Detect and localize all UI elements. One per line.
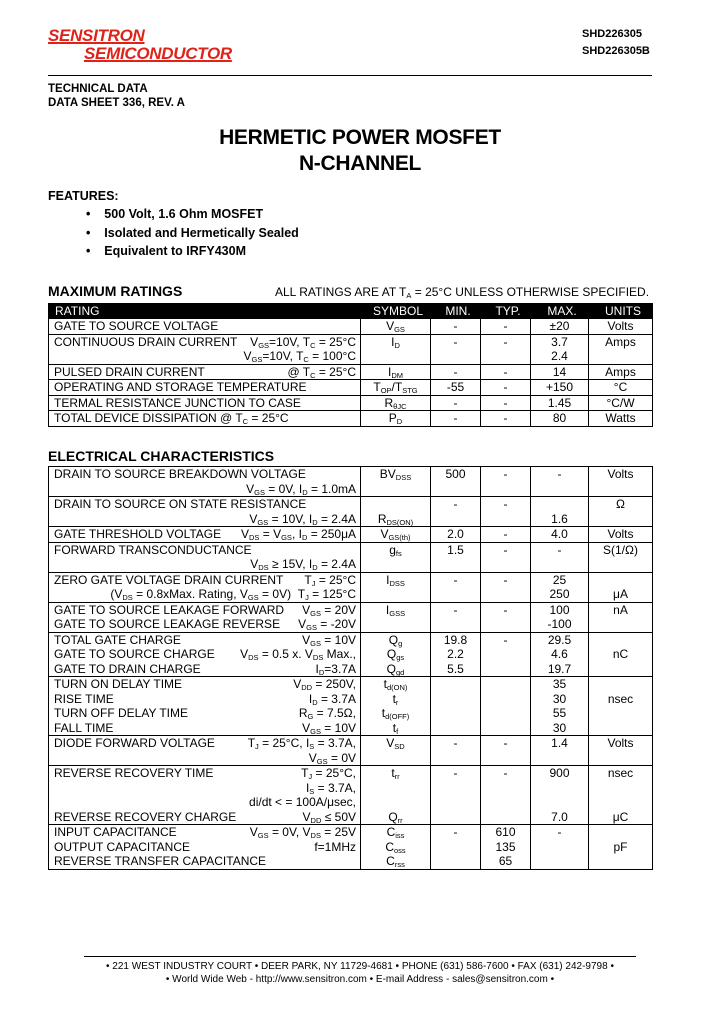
note-sub: A [406, 291, 412, 300]
page-title: HERMETIC POWER MOSFET [219, 126, 501, 149]
symbol: $V_{GS}$ [361, 319, 431, 335]
footer-rule [84, 956, 636, 957]
symbol: $Q_g$ $Q_{gs}$ $Q_{gd}$ [361, 632, 431, 677]
max-ratings-table [48, 303, 653, 427]
typ: - [481, 334, 531, 364]
symbol: $t_{rr}$ $Q_{rr}$ [361, 766, 431, 825]
table-row [49, 319, 653, 335]
rating-name: OPERATING AND STORAGE TEMPERATURE [49, 380, 361, 396]
units: Amps [589, 334, 653, 364]
units: S(1/Ω) [589, 542, 653, 572]
note-rest: = 25°C UNLESS OTHERWISE SPECIFIED. [411, 285, 650, 299]
parameter: DIODE FORWARD VOLTAGE $T_J = 25^\circ C$, $I_S = 3.7A$, $V_{GS} = 0V$ [49, 736, 361, 766]
units: °C/W [589, 395, 653, 411]
col-max: MAX. [531, 304, 589, 319]
col-rating: RATING [49, 304, 361, 319]
max: ±20 [531, 319, 589, 335]
max: 4.0 [531, 527, 589, 543]
typ [481, 677, 531, 736]
max: 29.5 4.6 19.7 [531, 632, 589, 677]
parameter: INPUT CAPACITANCE $V_{GS} = 0V$, $V_{DS} = 25V$ OUTPUT CAPACITANCE f=1MHz REVERSE TRANSFER CAPACITANCE [49, 825, 361, 870]
min [431, 677, 481, 736]
rating-name: TERMAL RESISTANCE JUNCTION TO CASE [49, 395, 361, 411]
symbol: $R_{\theta JC}$ [361, 395, 431, 411]
max: 14 [531, 364, 589, 380]
symbol: $C_{iss}$ $C_{oss}$ $C_{rss}$ [361, 825, 431, 870]
parameter: TURN ON DELAY TIME $V_{DD} = 250V$, RISE TIME $I_D = 3.7A$ TURN OFF DELAY TIME $R_G = 7.5\Omega$, FALL TIME $V_{GS} = 10V$ [49, 677, 361, 736]
typ: - [481, 497, 531, 527]
max: 35 30 55 30 [531, 677, 589, 736]
col-min: MIN. [431, 304, 481, 319]
table-row [49, 334, 653, 364]
table-row [49, 395, 653, 411]
min: - [431, 334, 481, 364]
parameter: TOTAL GATE CHARGE $V_{GS} = 10V$ GATE TO SOURCE CHARGE $V_{DS} = 0.5$ x. $V_{DS}$ Max., GATE TO DRAIN CHARGE $I_D=3.7A$ [49, 632, 361, 677]
company-name-line2: SEMICONDUCTOR [84, 44, 232, 63]
company-name-line1: SENSITRON [48, 26, 145, 45]
units: Amps [589, 364, 653, 380]
feature-text: Equivalent to IRFY430M [104, 244, 246, 258]
note-text: ALL RATINGS ARE AT T [275, 285, 407, 299]
symbol: $R_{DS(ON)}$ [361, 497, 431, 527]
page-subtitle: N-CHANNEL [298, 152, 422, 175]
min: -55 [431, 380, 481, 396]
header-rule [48, 75, 652, 76]
typ: - [481, 364, 531, 380]
electrical-table [48, 466, 653, 870]
rating-name: CONTINUOUS DRAIN CURRENT $V_{GS}=10V$, $T_C = 25^\circ C$ $V_{GS}=10V$, $T_C = 100^\circ C$ [49, 334, 361, 364]
company-logo [48, 26, 232, 64]
max: - [531, 467, 589, 497]
max: - [531, 542, 589, 572]
symbol: $T_{OP}/T_{STG}$ [361, 380, 431, 396]
part-number-1: SHD226305 [582, 28, 642, 40]
footer-address: • 221 WEST INDUSTRY COURT • DEER PARK, NY 11729-4681 • PHONE (631) 586-7600 • FAX (631) 242-9798 • [106, 961, 614, 972]
units: pF [589, 825, 653, 870]
bullet: • [86, 207, 91, 221]
typ: - [481, 527, 531, 543]
table-row [49, 364, 653, 380]
symbol: $g_{fs}$ [361, 542, 431, 572]
min: - [431, 602, 481, 632]
col-symbol: SYMBOL [361, 304, 431, 319]
max: 25 250 [531, 572, 589, 602]
doc-ref: DATA SHEET 336, REV. A [48, 97, 185, 109]
table-row [49, 677, 653, 736]
max: 3.7 2.4 [531, 334, 589, 364]
feature-text: Isolated and Hermetically Sealed [104, 226, 299, 240]
units: nA [589, 602, 653, 632]
max: 80 [531, 411, 589, 427]
symbol: $I_{DSS}$ [361, 572, 431, 602]
parameter: FORWARD TRANSCONDUCTANCE $V_{DS} \ge 15V$, $I_D = 2.4A$ [49, 542, 361, 572]
table-header-row [49, 304, 653, 319]
feature-item [86, 207, 263, 221]
typ: - [481, 467, 531, 497]
parameter: DRAIN TO SOURCE BREAKDOWN VOLTAGE $V_{GS} = 0V$, $I_D = 1.0mA$ [49, 467, 361, 497]
typ: - [481, 602, 531, 632]
units: nC [589, 632, 653, 677]
doc-type: TECHNICAL DATA [48, 83, 148, 95]
table-row [49, 497, 653, 527]
min: - [431, 825, 481, 870]
units: μA [589, 572, 653, 602]
min: - [431, 395, 481, 411]
parameter: REVERSE RECOVERY TIME $T_J = 25^\circ C$, $I_S = 3.7A$, di/dt < = 100A/μsec, REVERSE RECOVERY CHARGE $V_{DD} \le 50V$ [49, 766, 361, 825]
electrical-heading: ELECTRICAL CHARACTERISTICS [48, 448, 275, 464]
parameter: DRAIN TO SOURCE ON STATE RESISTANCE $V_{GS} = 10V$, $I_D = 2.4A$ [49, 497, 361, 527]
units: Volts [589, 527, 653, 543]
typ: - [481, 736, 531, 766]
max: 900 7.0 [531, 766, 589, 825]
symbol: $t_{d(ON)}$ $t_r$ $t_{d(OFF)}$ $t_f$ [361, 677, 431, 736]
rating-name: PULSED DRAIN CURRENT @ $T_C = 25^\circ C$ [49, 364, 361, 380]
typ: - [481, 411, 531, 427]
units: nsec μC [589, 766, 653, 825]
symbol: $I_{DM}$ [361, 364, 431, 380]
units: Volts [589, 736, 653, 766]
parameter: GATE THRESHOLD VOLTAGE $V_{DS} = V_{GS}$, $I_D = 250\mu A$ [49, 527, 361, 543]
units: nsec [589, 677, 653, 736]
symbol: $V_{GS(th)}$ [361, 527, 431, 543]
table-row [49, 632, 653, 677]
max: 100 -100 [531, 602, 589, 632]
units: °C [589, 380, 653, 396]
table-row [49, 825, 653, 870]
typ: 610 135 65 [481, 825, 531, 870]
table-row [49, 527, 653, 543]
min: - [431, 411, 481, 427]
part-number-2: SHD226305B [582, 45, 650, 57]
max: 1.45 [531, 395, 589, 411]
units: Volts [589, 467, 653, 497]
min: 19.8 2.2 5.5 [431, 632, 481, 677]
units: Watts [589, 411, 653, 427]
min: - [431, 497, 481, 527]
table-row [49, 602, 653, 632]
min: 500 [431, 467, 481, 497]
table-row [49, 766, 653, 825]
table-row [49, 542, 653, 572]
col-typ: TYP. [481, 304, 531, 319]
bullet: • [86, 226, 91, 240]
table-row [49, 736, 653, 766]
rating-name: TOTAL DEVICE DISSIPATION @ $T_C = 25^\circ C$ [49, 411, 361, 427]
typ: - [481, 632, 531, 677]
typ: - [481, 766, 531, 825]
symbol: $V_{SD}$ [361, 736, 431, 766]
min: - [431, 572, 481, 602]
symbol: $BV_{DSS}$ [361, 467, 431, 497]
max: - [531, 825, 589, 870]
min: - [431, 364, 481, 380]
max-ratings-note [275, 285, 649, 299]
min: 1.5 [431, 542, 481, 572]
max-ratings-heading: MAXIMUM RATINGS [48, 283, 183, 299]
min: - [431, 319, 481, 335]
feature-item [86, 244, 246, 258]
typ: - [481, 380, 531, 396]
max: 1.4 [531, 736, 589, 766]
typ: - [481, 395, 531, 411]
max: 1.6 [531, 497, 589, 527]
footer-web: • World Wide Web - http://www.sensitron.com • E-mail Address - sales@sensitron.com • [165, 974, 555, 985]
table-row [49, 411, 653, 427]
parameter: GATE TO SOURCE LEAKAGE FORWARD $V_{GS} = 20V$ GATE TO SOURCE LEAKAGE REVERSE $V_{GS} = -20V$ [49, 602, 361, 632]
parameter: ZERO GATE VOLTAGE DRAIN CURRENT $T_J = 25^\circ C$ ($V_{DS}$ = 0.8xMax. Rating, $V_{GS} = 0V$) $T_J = 125^\circ C$ [49, 572, 361, 602]
rating-name: GATE TO SOURCE VOLTAGE [49, 319, 361, 335]
table-row [49, 572, 653, 602]
features-heading: FEATURES: [48, 189, 119, 203]
typ: - [481, 572, 531, 602]
typ: - [481, 319, 531, 335]
feature-item [86, 226, 299, 240]
max: +150 [531, 380, 589, 396]
symbol: $I_{GSS}$ [361, 602, 431, 632]
typ: - [481, 542, 531, 572]
symbol: $I_D$ [361, 334, 431, 364]
feature-text: 500 Volt, 1.6 Ohm MOSFET [104, 207, 264, 221]
table-row [49, 467, 653, 497]
units: Volts [589, 319, 653, 335]
min: - [431, 736, 481, 766]
bullet: • [86, 244, 91, 258]
units: Ω [589, 497, 653, 527]
symbol: $P_D$ [361, 411, 431, 427]
col-units: UNITS [589, 304, 653, 319]
min: - [431, 766, 481, 825]
min: 2.0 [431, 527, 481, 543]
table-row [49, 380, 653, 396]
